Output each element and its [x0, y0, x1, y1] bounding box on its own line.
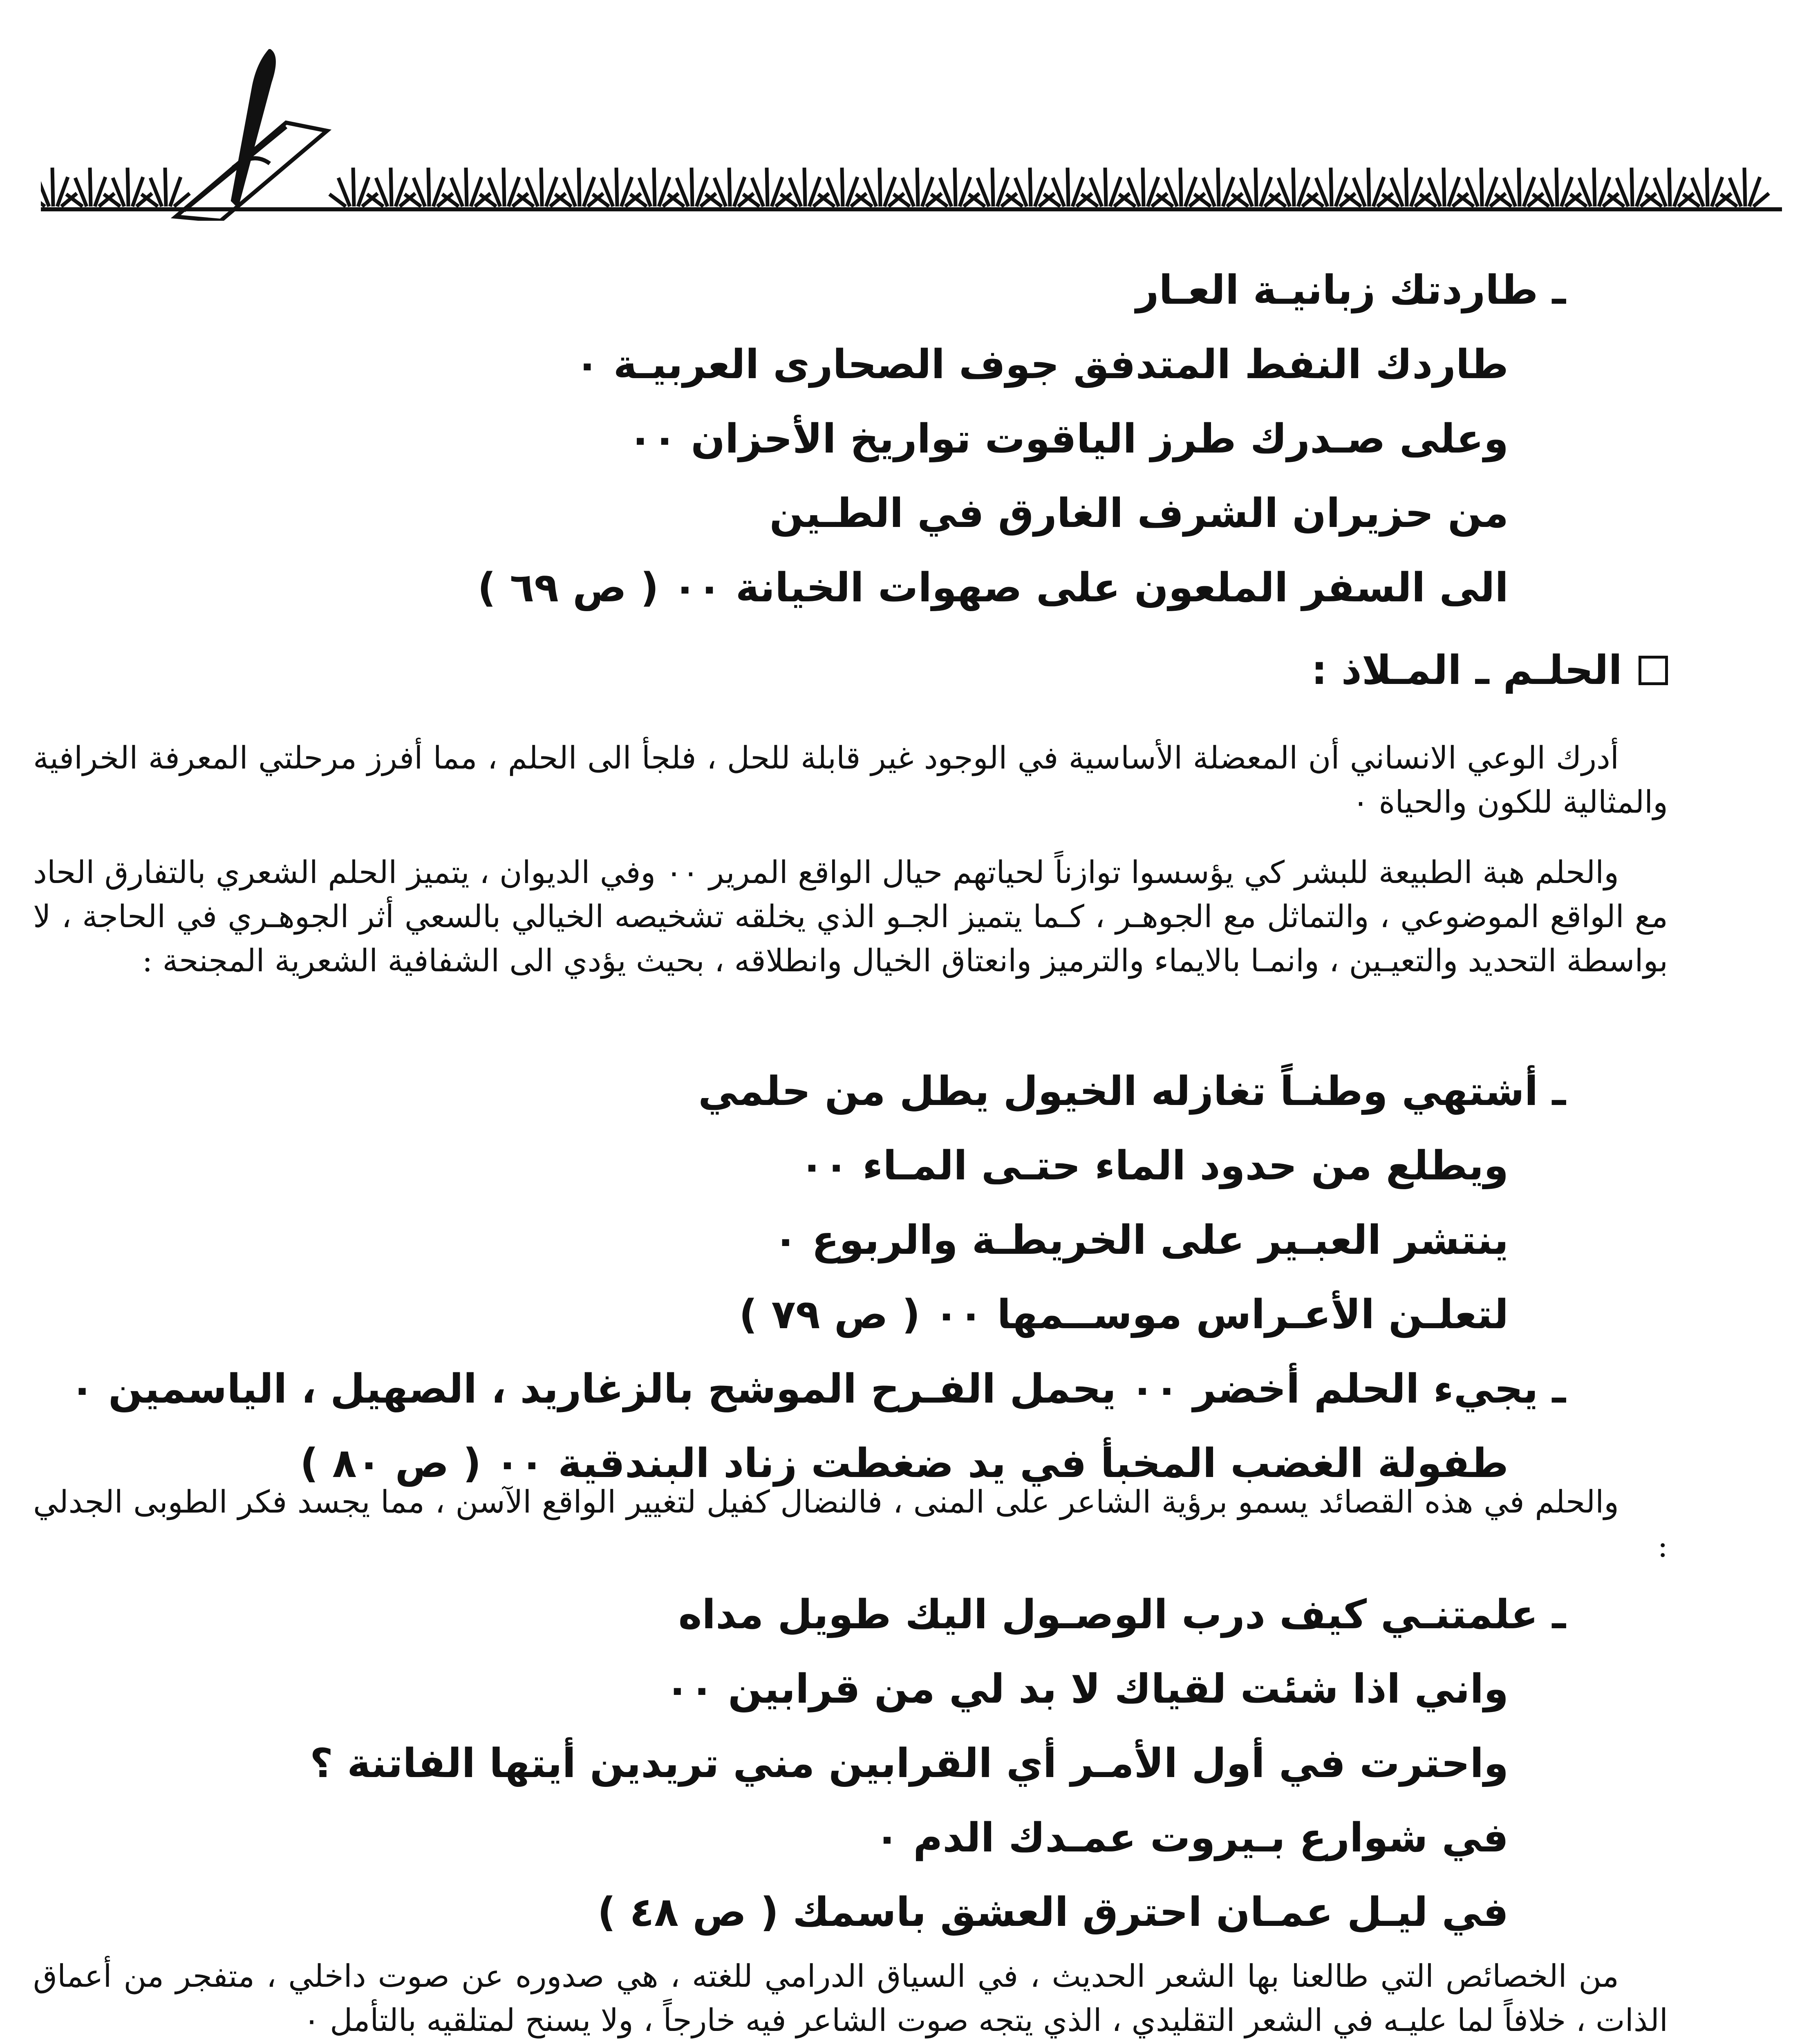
- verse-line: ينتشر العبـير على الخريطـة والربوع ٠: [773, 1217, 1509, 1264]
- verse-line: طاردك النفط المتدفق جوف الصحارى العربيـة ٠: [575, 341, 1509, 388]
- header-ornament-icon: [41, 49, 1782, 221]
- verse-line: في ليـل عمـان احترق العشق باسمك ( ص ٤٨ ): [597, 1889, 1509, 1936]
- verse-line: ـ أشتهي وطنـاً تغازله الخيول يطل من حلمي: [698, 1068, 1566, 1115]
- section-heading-text: الحلـم ـ المـلاذ :: [1311, 647, 1622, 694]
- paragraph-text: والحلم هبة الطبيعة للبشر كي يؤسسوا توازناً لحياتهم حيال الواقع المرير ٠٠ وفي الديوان ، يتميز الحلم الشعري بالتفارق الحاد مع الواقع الموضوعي ، والتماثل مع الجوهـر ، كـما يتميز الجـو الذي يخلقه تشخيصه الخيالي بالسعي أثر الجوهـري في الحاجة ، لا بواسطة التحديد والتعيـين ، وانمـا بالايماء والترميز وانعتاق الخيال وانطلاقه ، بحيث يؤدي الى الشفافية الشعرية المجنحة :: [33, 854, 1668, 979]
- verse-line: ويطلع من حدود الماء حتـى المـاء ٠٠: [799, 1143, 1509, 1189]
- verse-line: الى السفر الملعون على صهوات الخيانة ٠٠ ( ص ٦٩ ): [477, 565, 1509, 611]
- quill-book-icon: [176, 51, 327, 221]
- verse-line: في شوارع بـيروت عمـدك الدم ٠: [875, 1815, 1509, 1861]
- verse-block-3: [78, 1586, 1566, 1941]
- verse-line: ـ يجيء الحلم أخضر ٠٠ يحمل الفـرح الموشح بالزغاريد ، الصهيل ، الياسمين ٠: [70, 1366, 1566, 1412]
- paragraph: [33, 1954, 1668, 2042]
- paragraph-text: من الخصائص التي طالعنا بها الشعر الحديث ، في السياق الدرامي للغته ، هي صدوره عن صوت داخلي ، متفجر من أعماق الذات ، خلافاً لما عليـه في الشعر التقليدي ، الذي يتجه صوت الشاعر فيه خارجاً ، ولا يسنح لمتلقيه بالتأمل ٠: [33, 1958, 1668, 2038]
- paragraph: [33, 1480, 1668, 1568]
- verse-line: ـ علمتنـي كيف درب الوصـول اليك طويل مداه: [678, 1591, 1566, 1638]
- verse-line: واني اذا شئت لقياك لا بد لي من قرابين ٠٠: [665, 1666, 1509, 1712]
- section-heading: [1311, 642, 1668, 699]
- verse-line: لتعلـن الأعـراس موســمها ٠٠ ( ص ٧٩ ): [739, 1291, 1509, 1338]
- paragraph: [33, 850, 1668, 983]
- verse-line: وعلى صـدرك طرز الياقوت تواريخ الأحزان ٠٠: [628, 416, 1509, 462]
- verse-line: ـ طاردتك زبانيـة العـار: [1136, 267, 1566, 314]
- verse-block-1: [201, 262, 1566, 616]
- verse-line: من حزيران الشرف الغارق في الطـين: [769, 490, 1509, 537]
- paragraph: [33, 736, 1668, 824]
- square-box-icon: [1639, 656, 1668, 685]
- verse-line: واحترت في أول الأمـر أي القرابين مني تريدين أيتها الفاتنة ؟: [310, 1740, 1509, 1787]
- paragraph-text: أدرك الوعي الانساني أن المعضلة الأساسية في الوجود غير قابلة للحل ، فلجأ الى الحلم ، مما أفرز مرحلتي المعرفة الخرافية والمثالية للكون والحياة ٠: [33, 740, 1668, 820]
- paragraph-text: والحلم في هذه القصائد يسمو برؤية الشاعر على المنى ، فالنضال كفيل لتغيير الواقع الآسن ، مما يجسد فكر الطوبى الجدلي :: [33, 1484, 1668, 1564]
- verse-line: طفولة الغضب المخبأ في يد ضغطت زناد البندقية ٠٠ ( ص ٨٠ ): [300, 1440, 1509, 1487]
- verse-block-2: [70, 1063, 1566, 1492]
